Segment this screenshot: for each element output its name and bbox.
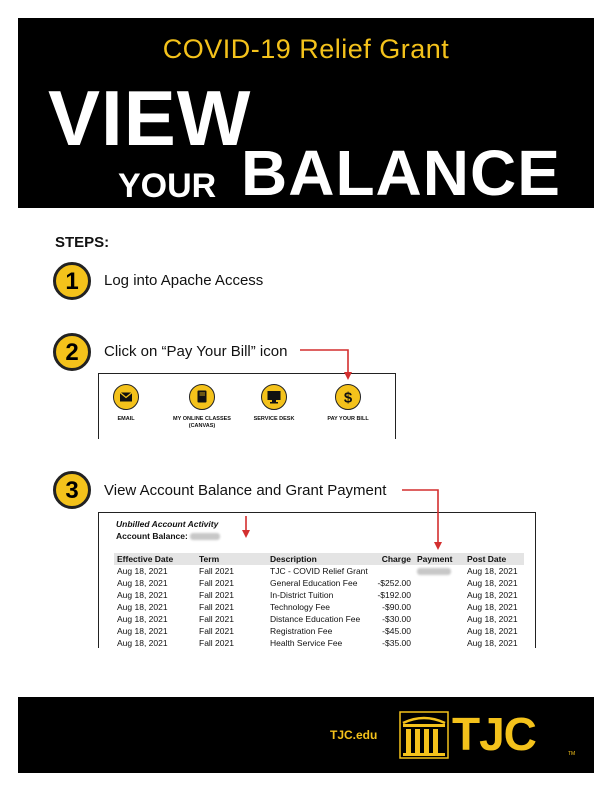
monitor-icon (261, 384, 287, 410)
cell: Aug 18, 2021 (467, 578, 518, 588)
cell (374, 565, 414, 577)
cell: Aug 18, 2021 (467, 626, 518, 636)
trademark: TM (568, 751, 576, 757)
cell: Fall 2021 (199, 602, 234, 612)
cell: Distance Education Fee (270, 614, 361, 624)
step-number: 1 (65, 268, 79, 295)
pay-your-bill-label: PAY YOUR BILL (327, 416, 369, 422)
cell: Aug 18, 2021 (467, 602, 518, 612)
blurred-balance-value (190, 533, 220, 540)
table-row (114, 577, 524, 589)
tjc-columns-logo-icon (399, 711, 449, 759)
table-header-row (114, 553, 524, 565)
footer-banner (18, 697, 594, 773)
steps-title: STEPS: (55, 234, 110, 251)
cell: Aug 18, 2021 (117, 590, 168, 600)
col-effective-date: Effective Date (114, 553, 196, 565)
portal-icon-panel (98, 373, 396, 439)
blurred-payment-value (417, 568, 451, 575)
envelope-icon (113, 384, 139, 410)
cell: Aug 18, 2021 (117, 638, 168, 648)
col-description: Description (267, 553, 374, 565)
cell: Fall 2021 (199, 626, 234, 636)
cell (414, 589, 464, 601)
col-payment: Payment (414, 553, 464, 565)
cell (414, 625, 464, 637)
step-1-badge (53, 262, 91, 300)
cell: -$252.00 (377, 578, 411, 588)
cell: Aug 18, 2021 (117, 614, 168, 624)
cell: -$45.00 (382, 626, 411, 636)
cell (414, 613, 464, 625)
activity-table (114, 553, 524, 648)
step-2-badge (53, 333, 91, 371)
cell (414, 637, 464, 648)
step-number: 3 (65, 477, 79, 504)
cell: In-District Tuition (270, 590, 334, 600)
cell: TJC - COVID Relief Grant (270, 566, 368, 576)
step-1-text: Log into Apache Access (104, 272, 264, 289)
col-post-date: Post Date (464, 553, 524, 565)
account-balance (116, 531, 220, 541)
cell: Fall 2021 (199, 566, 234, 576)
step-number: 2 (65, 339, 79, 366)
step-2-text: Click on “Pay Your Bill” icon (104, 343, 288, 360)
cell (414, 565, 464, 577)
unbilled-heading: Unbilled Account Activity (116, 519, 219, 529)
pay-your-bill-tile[interactable] (313, 384, 383, 423)
cell: Aug 18, 2021 (117, 626, 168, 636)
book-icon (189, 384, 215, 410)
cell: -$30.00 (382, 614, 411, 624)
cell: Registration Fee (270, 626, 333, 636)
subtitle: COVID-19 Relief Grant (162, 34, 450, 64)
svg-text:$: $ (343, 389, 352, 406)
cell: -$90.00 (382, 602, 411, 612)
col-charge: Charge (374, 553, 414, 565)
title-balance: BALANCE (241, 137, 561, 209)
title-your: YOUR (118, 167, 217, 205)
cell: Fall 2021 (199, 590, 234, 600)
cell: Aug 18, 2021 (117, 566, 168, 576)
email-tile[interactable] (91, 384, 161, 423)
cell: Aug 18, 2021 (467, 590, 518, 600)
table-row (114, 625, 524, 637)
cell: Fall 2021 (199, 614, 234, 624)
cell: Aug 18, 2021 (467, 614, 518, 624)
table-row (114, 589, 524, 601)
cell: Aug 18, 2021 (467, 638, 518, 648)
table-row (114, 601, 524, 613)
service-desk-tile[interactable] (239, 384, 309, 423)
footer-url-link[interactable]: TJC.edu (330, 728, 378, 742)
email-label: EMAIL (117, 416, 135, 422)
cell (414, 601, 464, 613)
cell: Technology Fee (270, 602, 331, 612)
account-balance-label: Account Balance: (116, 531, 188, 541)
step-3-badge (53, 471, 91, 509)
cell: Aug 18, 2021 (467, 566, 518, 576)
account-activity-panel (98, 512, 536, 648)
online-classes-label: MY ONLINE CLASSES (CANVAS) (173, 416, 231, 429)
cell: Aug 18, 2021 (117, 578, 168, 588)
table-row (114, 637, 524, 648)
dollar-icon (335, 384, 361, 410)
table-row (114, 565, 524, 577)
cell: Aug 18, 2021 (117, 602, 168, 612)
cell: General Education Fee (270, 578, 358, 588)
cell: -$192.00 (377, 590, 411, 600)
title-view: VIEW (48, 74, 252, 162)
online-classes-tile[interactable] (167, 384, 237, 430)
cell (414, 577, 464, 589)
cell: Fall 2021 (199, 638, 234, 648)
cell: -$35.00 (382, 638, 411, 648)
header-banner (18, 18, 594, 208)
cell: Health Service Fee (270, 638, 343, 648)
table-row (114, 613, 524, 625)
service-desk-label: SERVICE DESK (253, 416, 295, 422)
tjc-logo-text: TJC (452, 708, 536, 760)
col-term: Term (196, 553, 267, 565)
step-3-text: View Account Balance and Grant Payment (104, 482, 387, 499)
cell: Fall 2021 (199, 578, 234, 588)
